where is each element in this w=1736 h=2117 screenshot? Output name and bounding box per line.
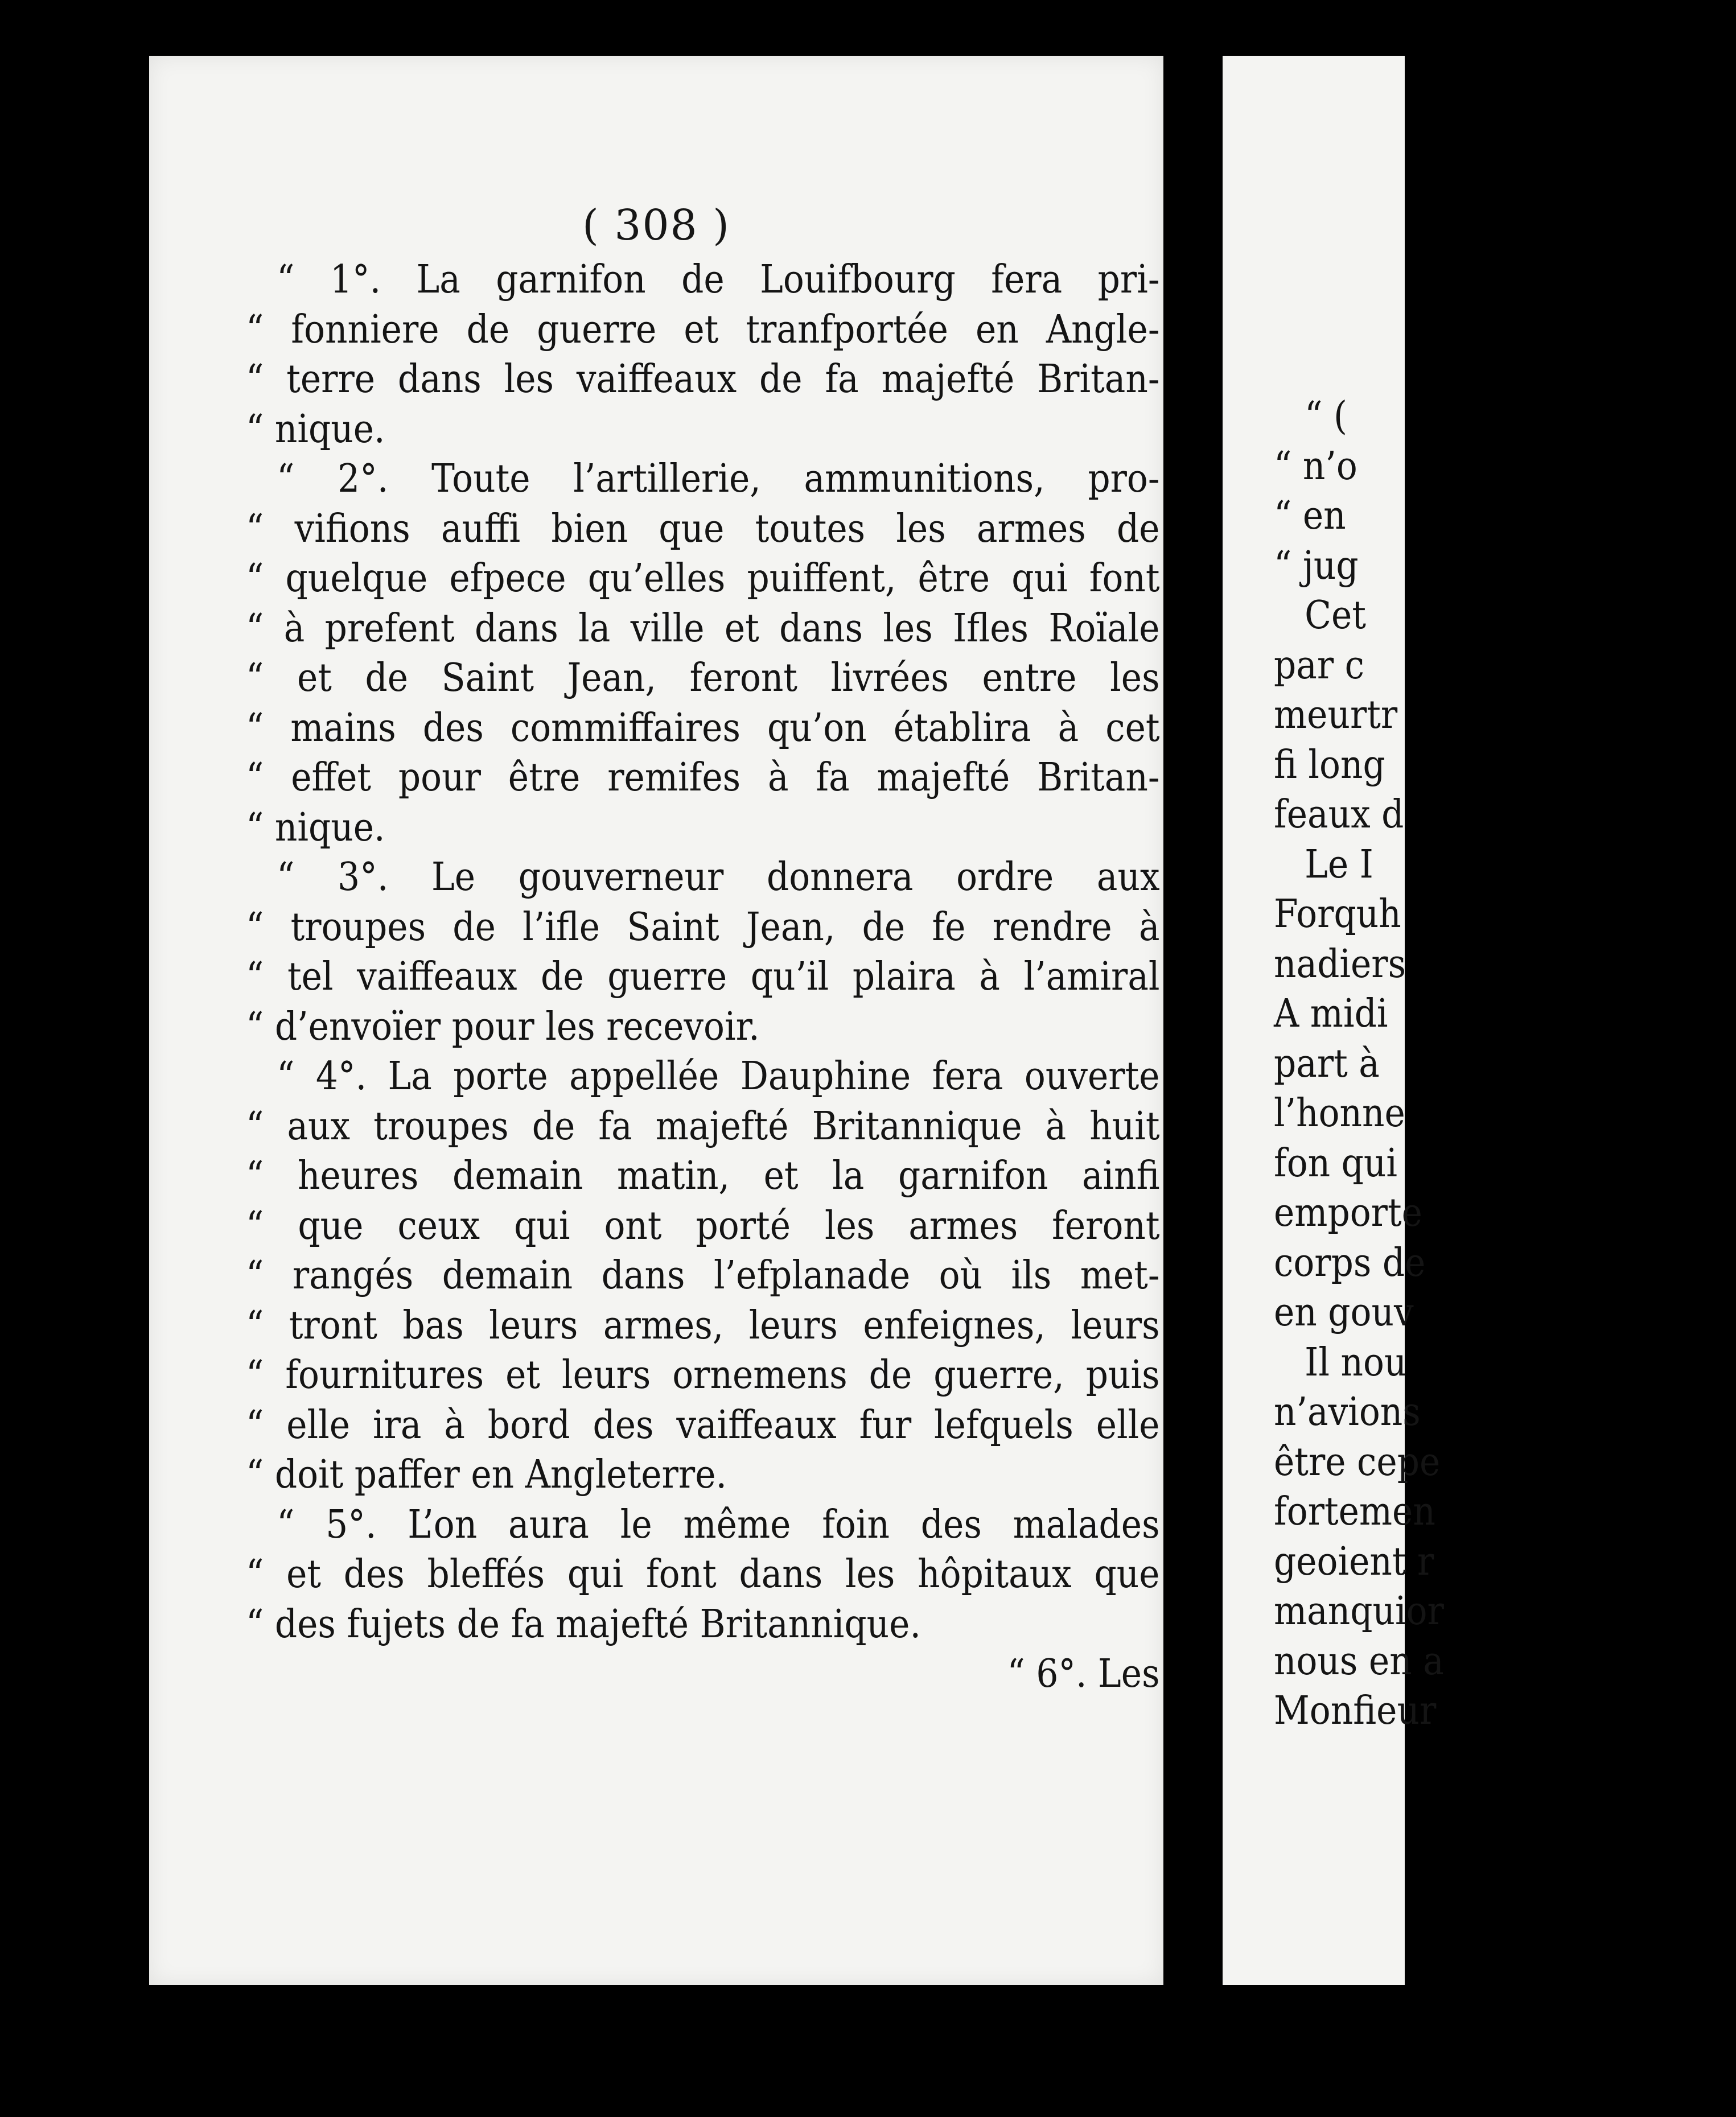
text-line: Monfieur	[1274, 1688, 1437, 1733]
text-line: n’avions	[1274, 1390, 1421, 1435]
text-line: nadiers	[1274, 941, 1406, 987]
text-line: nous en a	[1274, 1638, 1444, 1684]
text-line: fortemen	[1274, 1489, 1435, 1534]
text-line: “ que ceux qui ont porté les armes feront	[246, 1203, 1160, 1249]
text-line: en gouv	[1274, 1290, 1414, 1335]
text-line: “ 2°. Toute l’artillerie, ammunitions, pro-	[277, 456, 1160, 501]
text-line: “ 4°. La porte appellée Dauphine fera ouverte	[277, 1054, 1160, 1099]
text-line: “ aux troupes de fa majefté Britannique à huit	[246, 1103, 1160, 1149]
text-line: “ terre dans les vaiffeaux de fa majefté Britan-	[246, 357, 1160, 402]
text-line: “ 5°. L’on aura le même foin des malades	[277, 1502, 1160, 1547]
text-line: “ 1°. La garnifon de Louifbourg fera pri-	[277, 257, 1160, 302]
text-line: meurtr	[1274, 693, 1398, 738]
text-line: “ 3°. Le gouverneur donnera ordre aux	[277, 855, 1160, 900]
right-page-fragment	[1223, 56, 1444, 1985]
text-line: “ troupes de l’ifle Saint Jean, de fe rendre à	[246, 904, 1160, 950]
text-line: “ nique.	[246, 406, 385, 452]
text-line: fi long	[1274, 742, 1385, 788]
text-line: “ tel vaiffeaux de guerre qu’il plaira à l’amiral	[246, 954, 1160, 999]
text-line: manquior	[1274, 1589, 1444, 1634]
text-line: “ doit paffer en Angleterre.	[246, 1452, 727, 1497]
text-line: par c	[1274, 642, 1365, 688]
text-line: “ vifions auffi bien que toutes les armes de	[246, 506, 1160, 551]
text-line: corps de	[1274, 1240, 1426, 1286]
right-page-text	[1274, 392, 1736, 1736]
text-line: “ et des bleffés qui font dans les hôpitaux que	[246, 1552, 1160, 1597]
text-line: l’honne	[1274, 1091, 1405, 1136]
text-line: “ fonniere de guerre et tranfportée en Angle-	[246, 307, 1160, 352]
text-line: “ quelque efpece qu’elles puiffent, être qui font	[246, 556, 1160, 601]
catchword: “ 6°. Les	[1007, 1651, 1160, 1696]
text-line: “ et de Saint Jean, feront livrées entre les	[246, 656, 1160, 701]
page-number: ( 308 )	[582, 201, 731, 250]
text-line: Forquh	[1274, 892, 1401, 937]
text-line: fon qui	[1274, 1140, 1398, 1186]
text-line: “ effet pour être remifes à fa majefté Britan-	[246, 755, 1160, 800]
text-line: emporte	[1274, 1191, 1422, 1235]
text-line: Cet	[1305, 593, 1367, 638]
text-line: “ jug	[1274, 543, 1359, 588]
text-line: “ en	[1274, 493, 1346, 538]
text-line: “ à prefent dans la ville et dans les Ifles Roïale	[246, 606, 1160, 651]
text-line: “ des fujets de fa majefté Britannique.	[246, 1601, 921, 1647]
text-line: “ rangés demain dans l’efplanade où ils met-	[246, 1253, 1160, 1298]
text-line: part à	[1274, 1041, 1380, 1086]
text-line: “ fournitures et leurs ornemens de guerre, puis	[246, 1353, 1160, 1398]
text-line: Il nou	[1305, 1340, 1407, 1385]
page-text	[246, 255, 1160, 1699]
text-line: “ nique.	[246, 805, 385, 850]
text-line: feaux d	[1274, 792, 1404, 837]
text-line: “ d’envoïer pour les recevoir.	[246, 1004, 760, 1049]
text-line: A midi	[1274, 991, 1388, 1036]
text-line: “ (	[1305, 394, 1347, 439]
text-line: être cepe	[1274, 1439, 1441, 1485]
text-line: “ mains des commiffaires qu’on établira à cet	[246, 705, 1160, 751]
left-page	[149, 56, 1163, 1985]
text-line: “ n’o	[1274, 443, 1357, 489]
text-line: Le I	[1305, 842, 1373, 887]
text-line: “ elle ira à bord des vaiffeaux fur lefquels elle	[246, 1402, 1160, 1448]
text-line: geoient r	[1274, 1539, 1434, 1584]
text-line: “ heures demain matin, et la garnifon ainfi	[246, 1154, 1160, 1198]
text-line: “ tront bas leurs armes, leurs enfeignes, leurs	[246, 1303, 1160, 1348]
